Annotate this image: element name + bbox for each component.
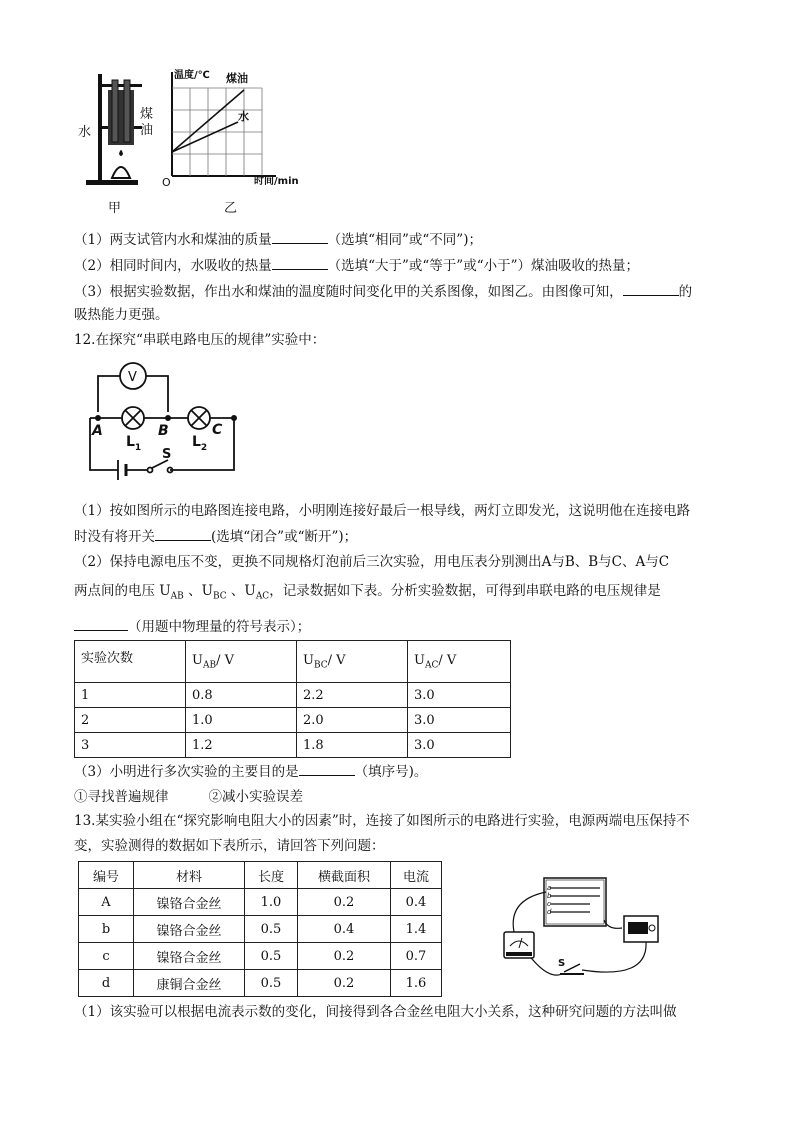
q12-part2-answer: （用题中物理量的符号表示）； — [74, 617, 310, 636]
voltage-table — [74, 640, 511, 758]
y-axis-label: 温度/℃ — [174, 70, 210, 81]
resistance-table — [78, 861, 442, 997]
figure-heating-apparatus — [76, 66, 316, 216]
blank-q11-2[interactable] — [272, 256, 328, 270]
header-uab: $U_{AB}/$ V — [186, 641, 297, 683]
label-kerosene-b: 油 — [140, 123, 154, 138]
origin-label: O — [162, 176, 171, 189]
svg-text:b: b — [547, 892, 552, 900]
table-row: 1 0.8 2.2 3.0 — [75, 683, 511, 708]
q12-part2-cont: 两点间的电压 $U_{AB}$ 、$U_{BC}$ 、$U_{AC}$，记录数据如下表。分析实验数据，可得到串联电路的电压规律是 — [74, 583, 661, 602]
q12-part1-cont: 时没有将开关 (选填“闭合”或“断开”)； — [74, 529, 358, 545]
node-a-label: A — [92, 423, 103, 439]
lamp-l2-label: $L_2$ — [192, 434, 208, 453]
resistance-circuit-figure — [498, 870, 668, 990]
node-c-label: C — [212, 422, 223, 438]
table-row: 3 1.2 1.8 3.0 — [75, 733, 511, 758]
blank-q12-3[interactable] — [299, 762, 355, 776]
node-b-label: B — [158, 423, 169, 439]
header-uac: $U_{AC}/$ V — [408, 641, 511, 683]
table-header-row: 编号 材料 长度 横截面积 电流 — [79, 862, 442, 889]
table-row: c 镍铬合金丝 0.5 0.2 0.7 — [79, 943, 442, 970]
q12-part2: （2）保持电源电压不变，更换不同规格灯泡前后三次实验，用电压表分别测出A与B、B与C、A与C — [74, 554, 670, 570]
ammeter-icon — [504, 932, 534, 958]
series-circuit-diagram — [84, 360, 244, 482]
header-ubc: $U_{BC}/$ V — [297, 641, 408, 683]
table-row: 2 1.0 2.0 3.0 — [75, 708, 511, 733]
label-water: 水 — [78, 125, 92, 140]
lamp-l1-label: $L_1$ — [126, 434, 142, 453]
x-axis-label: 时间/min — [254, 176, 299, 187]
q13-part1: （1）该实验可以根据电流表示数的变化，间接得到各合金丝电阻大小关系，这种研究问题的方法叫做 — [74, 1004, 677, 1020]
q13-intro: 13.某实验小组在“探究影响电阻大小的因素”时，连接了如图所示的电路进行实验，电源两端电压保持不 — [74, 813, 690, 829]
svg-text:c: c — [547, 900, 551, 908]
switch-s-label: S — [558, 958, 566, 969]
blank-q12-2[interactable] — [74, 617, 128, 631]
option-2: ②减小实验误差 — [208, 789, 303, 805]
water-line — [172, 122, 238, 152]
svg-text:a: a — [547, 884, 552, 892]
q12-part1: （1）按如图所示的电路图连接电路，小明刚连接好最后一根导线，两灯立即发光，这说明他在连接电路 — [74, 503, 691, 519]
label-kerosene-a: 煤 — [140, 107, 154, 122]
blank-q11-3[interactable] — [623, 282, 679, 296]
temperature-time-graph — [162, 68, 299, 216]
switch-label: S — [162, 447, 172, 462]
q11-part2: （2）相同时间内，水吸收的热量 （选填“大于”或“等于”或“小于”）煤油吸收的热量； — [74, 258, 640, 274]
blank-q11-1[interactable] — [272, 230, 328, 244]
q12-options — [74, 788, 303, 806]
power-supply-icon — [624, 916, 658, 942]
header-trial: 实验次数 — [75, 641, 186, 683]
table-row: b 镍铬合金丝 0.5 0.4 1.4 — [79, 916, 442, 943]
q12-intro: 12.在探究“串联电路电压的规律”实验中： — [74, 332, 326, 348]
q13-intro-cont: 变，实验测得的数据如下表所示，请回答下列问题： — [74, 838, 385, 854]
blank-q12-1[interactable] — [155, 527, 211, 541]
q11-part1: （1）两支试管内水和煤油的质量 （选填“相同”或“不同”)； — [74, 232, 482, 248]
option-1: ①寻找普遍规律 — [74, 789, 169, 805]
svg-text:d: d — [547, 908, 552, 916]
q11-part3: （3）根据实验数据，作出水和煤油的温度随时间变化甲的关系图像，如图乙。由图像可知， 的 — [74, 284, 693, 300]
series-water-label: 水 — [238, 110, 249, 123]
table-row: d 康铜合金丝 0.5 0.2 1.6 — [79, 970, 442, 997]
label-yi: 乙 — [224, 201, 238, 216]
q12-part3: （3）小明进行多次实验的主要目的是 （填序号)。 — [74, 764, 428, 780]
voltmeter-label: V — [128, 370, 137, 385]
series-kerosene-label: 煤油 — [226, 72, 248, 85]
table-row: A 镍铬合金丝 1.0 0.2 0.4 — [79, 889, 442, 916]
q11-part3-cont: 吸热能力更强。 — [74, 307, 169, 323]
label-jia: 甲 — [108, 201, 122, 216]
